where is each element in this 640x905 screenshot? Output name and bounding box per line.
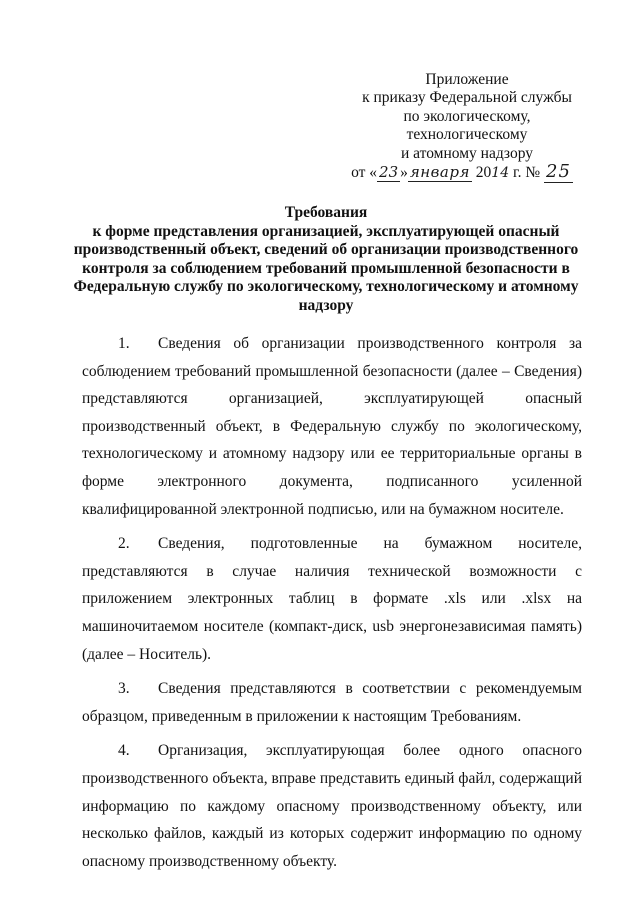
order-date-line xyxy=(342,163,582,182)
document-subtitle: к форме представления организацией, эксплуатирующей опасный производственный объект, сведений об организации производственного контроля за соблюдением требований промышленной безопасности в Федеральную службу по экологическому, технологическому и атомному надзору xyxy=(73,222,579,314)
paragraph-1 xyxy=(82,330,582,523)
document-title: Требования xyxy=(284,204,368,221)
paragraph-text: Организация, эксплуатирующая более одного опасного производственного объекта, вправе представить единый файл, содержащий информацию по каждому опасному производственному объекту, или несколько файлов, каждый из которых содержит информацию по одному опасному производственному объекту. xyxy=(82,742,582,870)
paragraph-text: Сведения, подготовленные на бумажном носителе, представляются в случае наличия технической возможности с приложением электронных таблиц в формате .xls или .xlsx на машиночитаемом носителе (компакт-диск, usb энергонезависимая память) (далее – Носитель). xyxy=(82,535,582,663)
paragraph-3 xyxy=(82,675,582,730)
paragraph-4 xyxy=(82,737,582,875)
date-year-prefix: 20 xyxy=(471,164,492,182)
paragraph-number: 1. xyxy=(118,335,130,352)
appendix-line-1: Приложение xyxy=(425,71,509,88)
appendix-line-2: к приказу Федеральной службы xyxy=(362,89,572,107)
date-mid: » xyxy=(400,164,408,182)
date-suffix: г. № xyxy=(509,164,545,182)
paragraph-number: 2. xyxy=(118,535,130,553)
paragraph-text: Сведения об организации производственного контроля за соблюдением требований промышленной безопасности (далее – Сведения) представляются организацией, эксплуатирующей опасный производственный объект, в Федеральную службу по экологическому, технологическому и атомному надзору или ее территориальные органы в форме электронного документа, подписанного усиленной квалифицированной электронной подписью, или на бумажном носителе. xyxy=(82,335,582,518)
appendix-line-3: по экологическому, xyxy=(403,107,531,125)
appendix-header xyxy=(352,71,582,182)
appendix-line-5: и атомному надзору xyxy=(401,144,533,162)
paragraph-number: 4. xyxy=(118,742,130,760)
handwritten-month: января xyxy=(409,163,470,182)
document-body xyxy=(82,330,582,882)
paragraph-2 xyxy=(82,530,582,668)
handwritten-order-number: 25 xyxy=(546,161,571,183)
paragraph-text: Сведения представляются в соответствии с рекомендуемым образцом, приведенным в приложении к настоящим Требованиям. xyxy=(82,680,582,725)
handwritten-day: 23 xyxy=(379,163,399,182)
date-prefix: от « xyxy=(351,164,378,182)
document-title-block xyxy=(70,204,582,316)
handwritten-year-suffix: 14 xyxy=(491,165,510,182)
appendix-line-4: технологическому xyxy=(406,126,528,144)
paragraph-number: 3. xyxy=(118,680,130,698)
